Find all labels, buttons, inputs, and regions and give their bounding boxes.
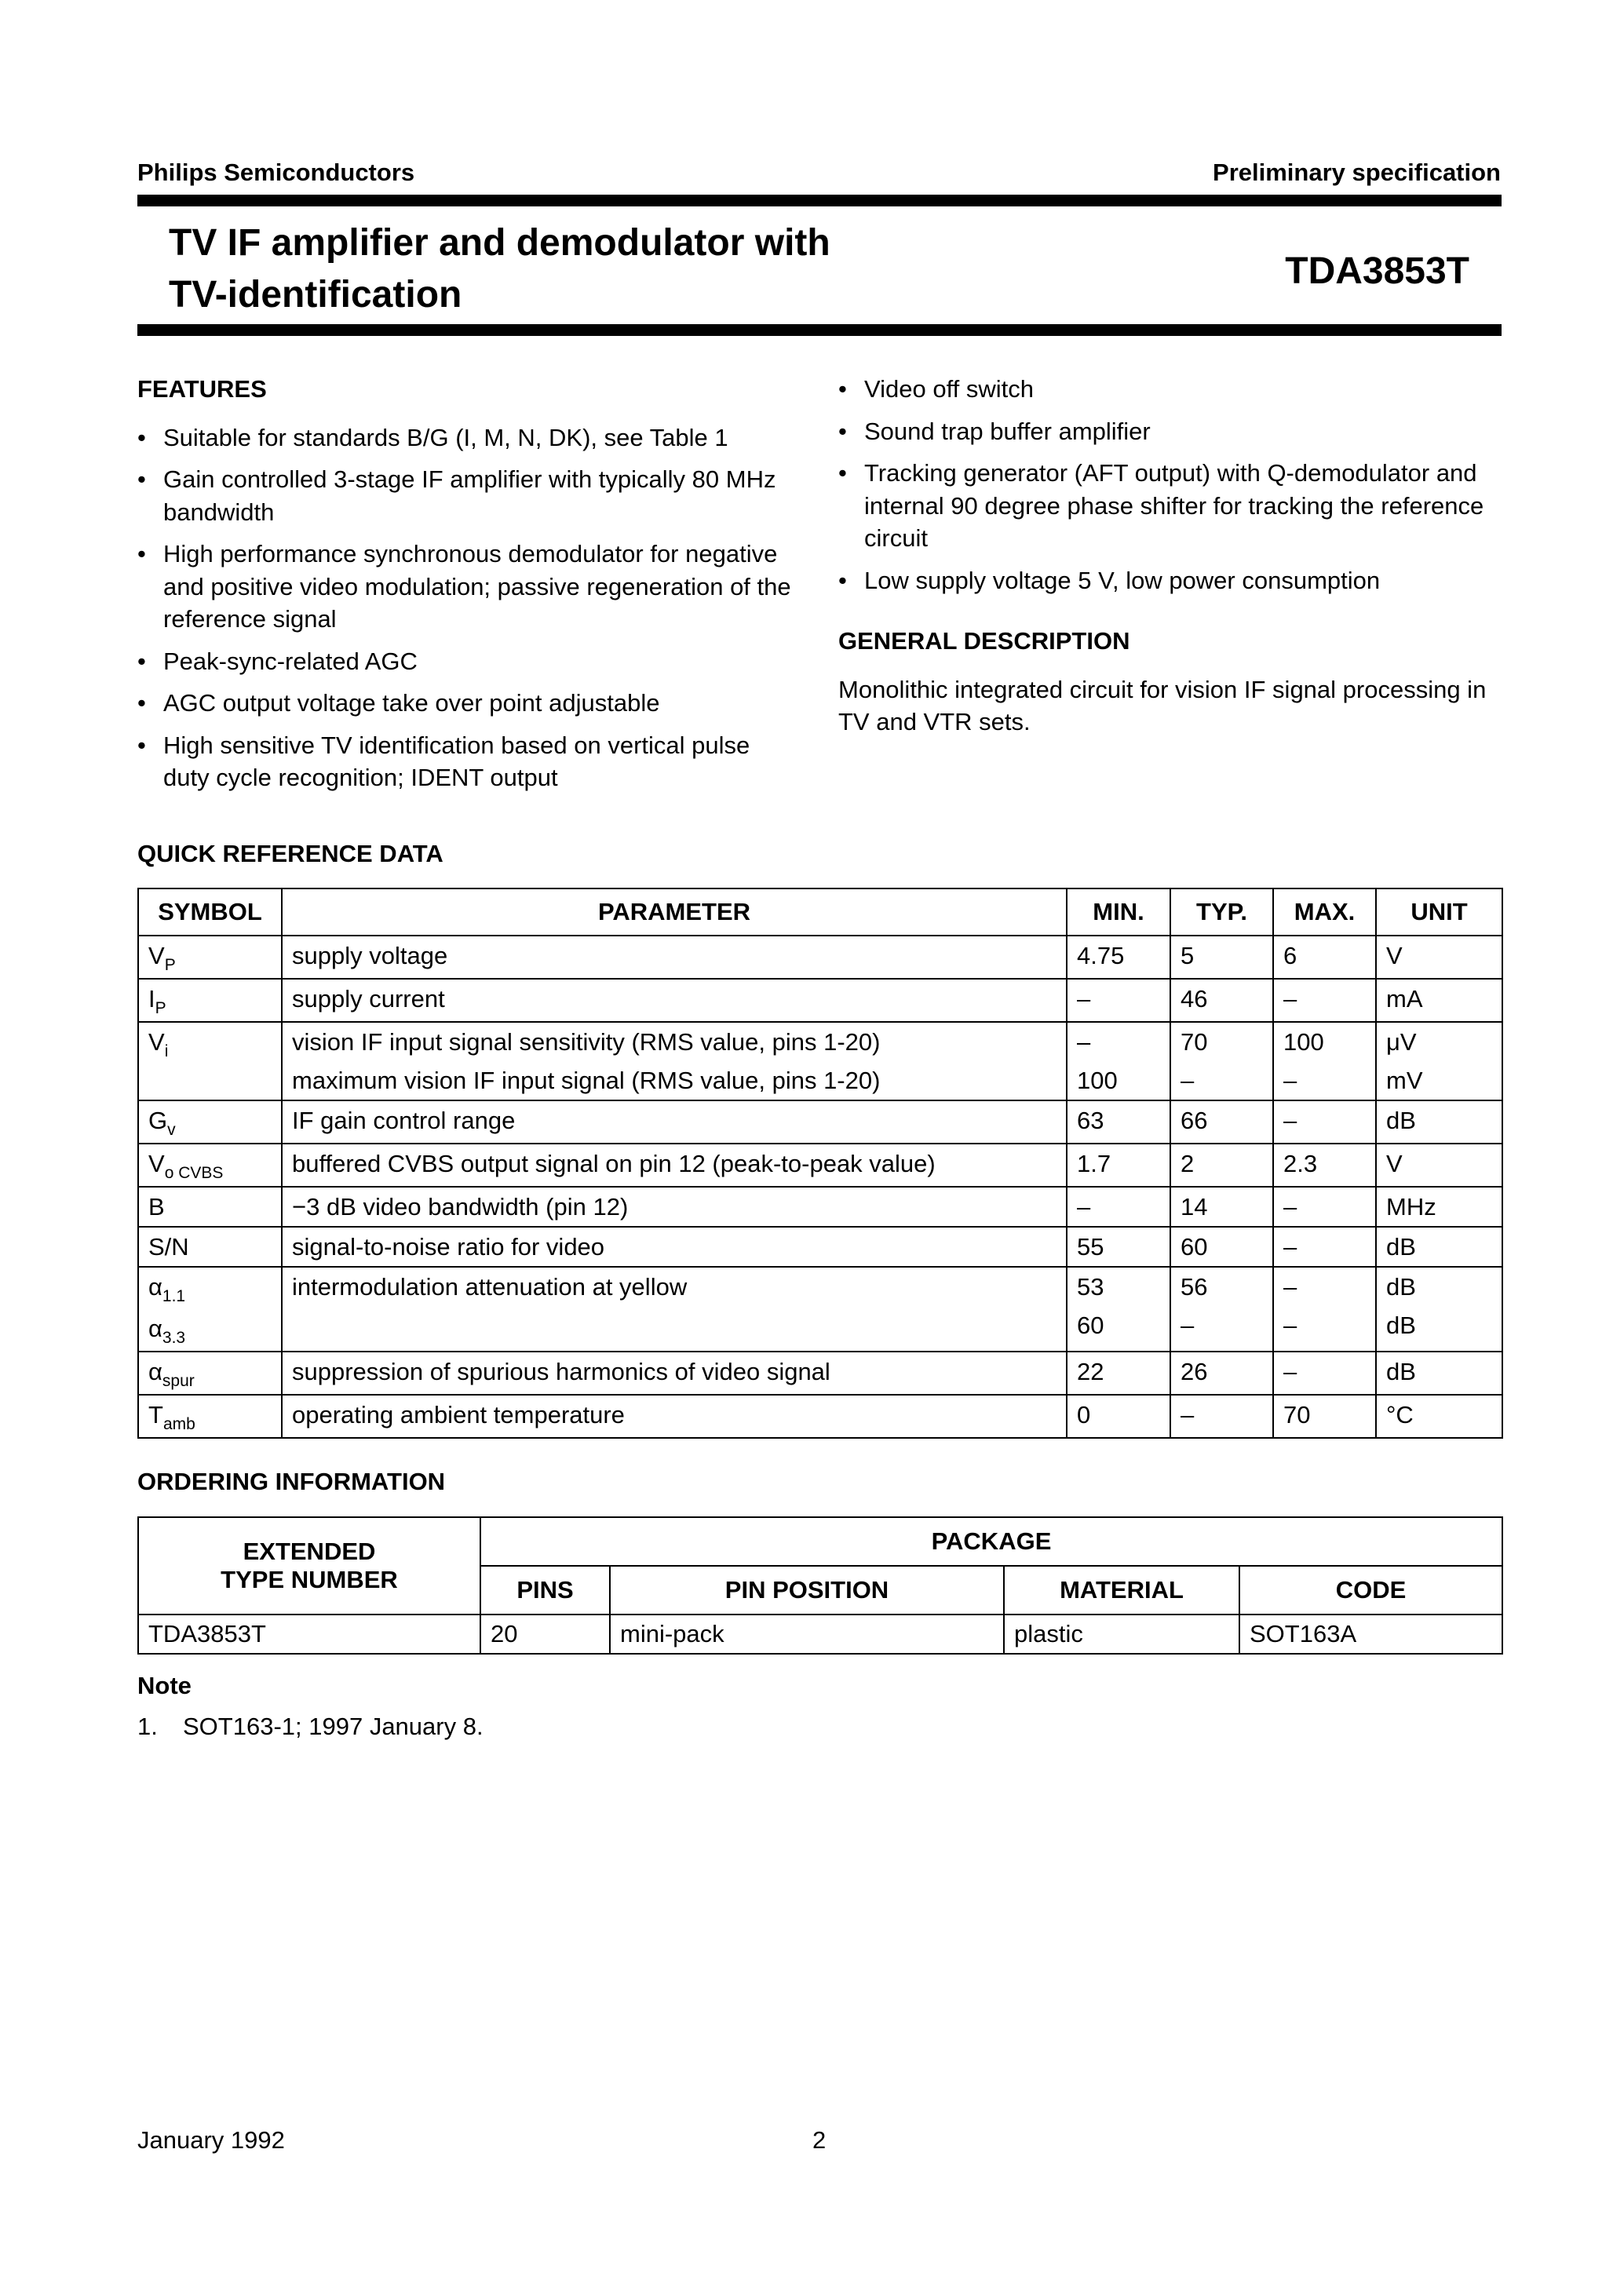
min-cell: 4.75 xyxy=(1067,936,1170,979)
table-row xyxy=(138,1615,1502,1654)
parameter-cell: vision IF input signal sensitivity (RMS value, pins 1-20) maximum vision IF input signal (RMS value, pins 1-20) xyxy=(282,1022,1067,1100)
quick-reference-title: QUICK REFERENCE DATA xyxy=(137,840,443,867)
note-item xyxy=(137,1713,484,1741)
table-row xyxy=(138,1227,1502,1267)
company-name: Philips Semiconductors xyxy=(137,159,415,186)
features-column-right xyxy=(838,373,1502,739)
material-cell: plastic xyxy=(1004,1615,1239,1654)
unit-cell: dB xyxy=(1376,1227,1502,1267)
max-cell: – xyxy=(1273,1227,1376,1267)
bullet: • xyxy=(137,465,146,493)
min-cell: 0 xyxy=(1067,1395,1170,1438)
max-cell: 70 xyxy=(1273,1395,1376,1438)
typ-cell: 70 – xyxy=(1170,1022,1273,1100)
features-list-right xyxy=(838,373,1502,597)
document-status: Preliminary specification xyxy=(1213,159,1501,186)
bullet: • xyxy=(137,540,146,567)
col-code: CODE xyxy=(1239,1566,1502,1615)
features-title: FEATURES xyxy=(137,375,267,403)
symbol-cell: $I_P$ xyxy=(138,979,282,1022)
feature-item: • Low supply voltage 5 V, low power consumption xyxy=(838,564,1502,597)
footer-date: January 1992 xyxy=(137,2126,285,2154)
bullet: • xyxy=(838,375,847,403)
parameter-cell: supply current xyxy=(282,979,1067,1022)
symbol-cell: B xyxy=(138,1187,282,1227)
header-rule-top xyxy=(137,195,1502,206)
unit-cell: °C xyxy=(1376,1395,1502,1438)
max-cell: – xyxy=(1273,1100,1376,1144)
typ-cell: 26 xyxy=(1170,1352,1273,1395)
bullet: • xyxy=(137,689,146,717)
title-line-1: TV IF amplifier and demodulator with xyxy=(169,222,830,264)
general-description-text: Monolithic integrated circuit for vision IF signal processing in TV and VTR sets. xyxy=(838,675,1487,735)
bullet: • xyxy=(137,647,146,675)
header-rule-bottom xyxy=(137,324,1502,336)
bullet: • xyxy=(838,459,847,487)
feature-item: • Gain controlled 3-stage IF amplifier with typically 80 MHz bandwidth xyxy=(137,463,797,528)
unit-cell: dB xyxy=(1376,1100,1502,1144)
unit-cell: dB xyxy=(1376,1352,1502,1395)
page-title xyxy=(169,217,830,321)
table-row xyxy=(138,1267,1502,1352)
bullet: • xyxy=(137,731,146,759)
bullet: • xyxy=(838,566,847,594)
unit-cell: mA xyxy=(1376,979,1502,1022)
note-title: Note xyxy=(137,1672,192,1699)
min-cell: – xyxy=(1067,1187,1170,1227)
col-max: MAX. xyxy=(1273,888,1376,936)
parameter-cell: buffered CVBS output signal on pin 12 (peak-to-peak value) xyxy=(282,1144,1067,1187)
page-number: 2 xyxy=(812,2126,827,2154)
feature-item: • Suitable for standards B/G (I, M, N, DK), see Table 1 xyxy=(137,421,797,454)
type-cell: TDA3853T xyxy=(138,1615,480,1654)
max-cell: – – xyxy=(1273,1267,1376,1352)
symbol-cell: S/N xyxy=(138,1227,282,1267)
feature-item: • Tracking generator (AFT output) with Q-demodulator and internal 90 degree phase shifter for tracking the reference circuit xyxy=(838,457,1502,555)
col-typ: TYP. xyxy=(1170,888,1273,936)
note-number: 1. xyxy=(137,1713,158,1740)
typ-cell: 60 xyxy=(1170,1227,1273,1267)
min-cell: 22 xyxy=(1067,1352,1170,1395)
symbol-cell: $V_{o CVBS}$ xyxy=(138,1144,282,1187)
code-cell: SOT163A xyxy=(1239,1615,1502,1654)
parameter-cell: supply voltage xyxy=(282,936,1067,979)
max-cell: 2.3 xyxy=(1273,1144,1376,1187)
title-line-2: TV-identification xyxy=(169,274,462,316)
col-extended-type-number: EXTENDED TYPE NUMBER xyxy=(138,1517,480,1615)
features-column-left xyxy=(137,373,797,804)
max-cell: 6 xyxy=(1273,936,1376,979)
typ-cell: 66 xyxy=(1170,1100,1273,1144)
parameter-cell: suppression of spurious harmonics of video signal xyxy=(282,1352,1067,1395)
table-row xyxy=(138,1352,1502,1395)
min-cell: 53 60 xyxy=(1067,1267,1170,1352)
col-pins: PINS xyxy=(480,1566,610,1615)
symbol-cell: $T_{amb}$ xyxy=(138,1395,282,1438)
unit-cell: dB dB xyxy=(1376,1267,1502,1352)
note-text: SOT163-1; 1997 January 8. xyxy=(183,1713,484,1740)
parameter-cell: intermodulation attenuation at yellow xyxy=(282,1267,1067,1352)
min-cell: – xyxy=(1067,979,1170,1022)
min-cell: 63 xyxy=(1067,1100,1170,1144)
col-unit: UNIT xyxy=(1376,888,1502,936)
table-row xyxy=(138,1395,1502,1438)
symbol-cell: $V_P$ xyxy=(138,936,282,979)
unit-cell: V xyxy=(1376,936,1502,979)
unit-cell: μV mV xyxy=(1376,1022,1502,1100)
max-cell: – xyxy=(1273,979,1376,1022)
table-row xyxy=(138,1022,1502,1100)
feature-item: • High sensitive TV identification based on vertical pulse duty cycle recognition; IDENT output xyxy=(137,729,797,794)
feature-item: • Video off switch xyxy=(838,373,1502,406)
table-row xyxy=(138,936,1502,979)
table-row xyxy=(138,1187,1502,1227)
parameter-cell: −3 dB video bandwidth (pin 12) xyxy=(282,1187,1067,1227)
typ-cell: 46 xyxy=(1170,979,1273,1022)
symbol-cell: $\alpha_{1.1}$ $\alpha_{3.3}$ xyxy=(138,1267,282,1352)
table-row xyxy=(138,1144,1502,1187)
col-package: PACKAGE xyxy=(480,1517,1502,1566)
min-cell: – 100 xyxy=(1067,1022,1170,1100)
col-material: MATERIAL xyxy=(1004,1566,1239,1615)
table-row xyxy=(138,979,1502,1022)
col-pin-position: PIN POSITION xyxy=(610,1566,1004,1615)
symbol-cell: $V_i$ xyxy=(138,1022,282,1100)
typ-cell: – xyxy=(1170,1395,1273,1438)
feature-item: • Sound trap buffer amplifier xyxy=(838,415,1502,448)
min-cell: 1.7 xyxy=(1067,1144,1170,1187)
pins-cell: 20 xyxy=(480,1615,610,1654)
type-number: TDA3853T xyxy=(1285,250,1469,292)
feature-item: • High performance synchronous demodulator for negative and positive video modulation; passive regeneration of the reference signal xyxy=(137,538,797,636)
unit-cell: MHz xyxy=(1376,1187,1502,1227)
ordering-table xyxy=(137,1516,1503,1655)
typ-cell: 2 xyxy=(1170,1144,1273,1187)
position-cell: mini-pack xyxy=(610,1615,1004,1654)
feature-item: • Peak-sync-related AGC xyxy=(137,645,797,678)
col-symbol: SYMBOL xyxy=(138,888,282,936)
col-min: MIN. xyxy=(1067,888,1170,936)
table-header-row xyxy=(138,888,1502,936)
ordering-header-row xyxy=(138,1517,1502,1566)
symbol-cell: $G_v$ xyxy=(138,1100,282,1144)
unit-cell: V xyxy=(1376,1144,1502,1187)
general-description-title: GENERAL DESCRIPTION xyxy=(838,627,1130,655)
min-cell: 55 xyxy=(1067,1227,1170,1267)
parameter-cell: operating ambient temperature xyxy=(282,1395,1067,1438)
col-parameter: PARAMETER xyxy=(282,888,1067,936)
max-cell: – xyxy=(1273,1187,1376,1227)
parameter-cell: IF gain control range xyxy=(282,1100,1067,1144)
quick-reference-table xyxy=(137,888,1503,1439)
bullet: • xyxy=(838,417,847,445)
ordering-information-title: ORDERING INFORMATION xyxy=(137,1468,446,1495)
max-cell: – xyxy=(1273,1352,1376,1395)
feature-item: • AGC output voltage take over point adjustable xyxy=(137,687,797,720)
features-list-left xyxy=(137,421,797,794)
bullet: • xyxy=(137,423,146,451)
typ-cell: 14 xyxy=(1170,1187,1273,1227)
typ-cell: 56 – xyxy=(1170,1267,1273,1352)
parameter-cell: signal-to-noise ratio for video xyxy=(282,1227,1067,1267)
max-cell: 100 – xyxy=(1273,1022,1376,1100)
symbol-cell: $\alpha_{spur}$ xyxy=(138,1352,282,1395)
table-row xyxy=(138,1100,1502,1144)
typ-cell: 5 xyxy=(1170,936,1273,979)
